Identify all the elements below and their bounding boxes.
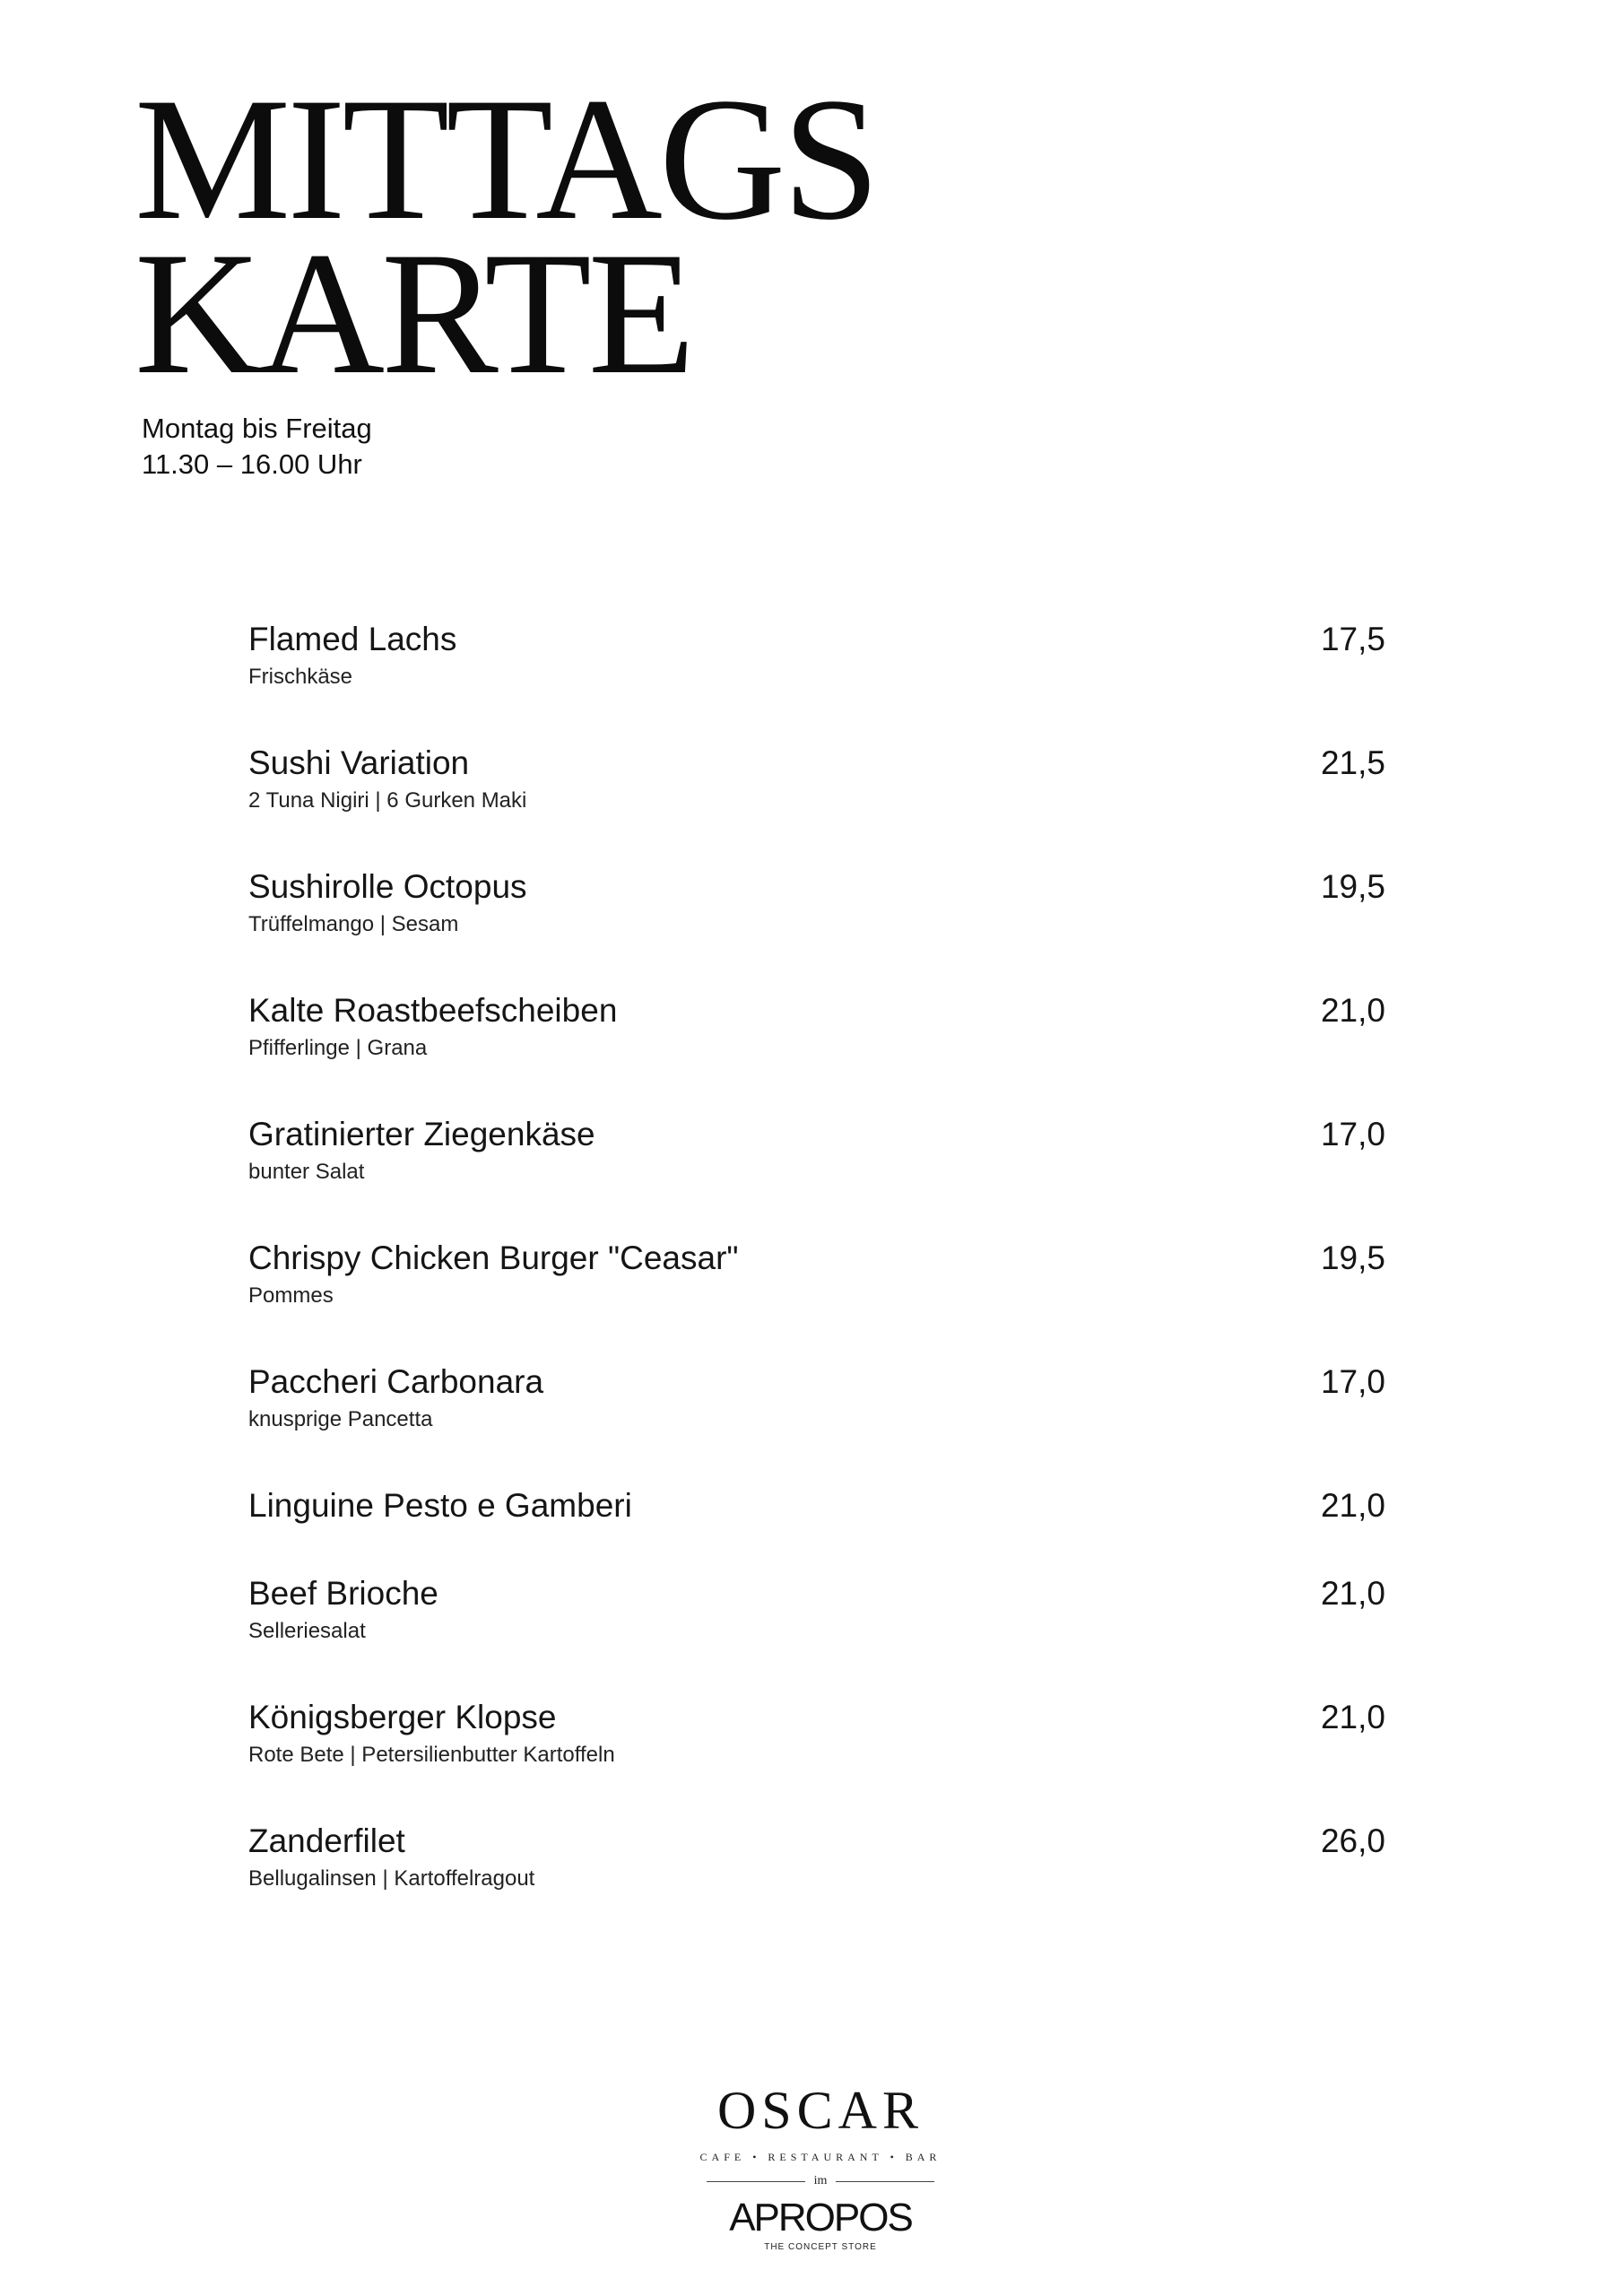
logo-rule-right: [836, 2181, 934, 2182]
opening-hours: [142, 411, 372, 483]
menu-item: [248, 1819, 1385, 1943]
menu-item-name: Linguine Pesto e Gamberi: [248, 1487, 632, 1524]
menu-item-name: Kalte Roastbeefscheiben: [248, 992, 618, 1029]
menu-item: [248, 988, 1385, 1112]
menu-item-description: Trüffelmango | Sesam: [248, 912, 459, 936]
title-line-1: MITTAGS: [135, 62, 877, 257]
menu-item-price: 17,0: [1320, 1116, 1385, 1152]
menu-item-price: 21,0: [1320, 1699, 1385, 1735]
menu-item-name: Sushirolle Octopus: [248, 868, 527, 905]
menu-item: [248, 1112, 1385, 1236]
menu-item-price: 21,0: [1320, 1487, 1385, 1524]
menu-item: [248, 865, 1385, 988]
menu-item-price: 19,5: [1320, 1239, 1385, 1276]
logo-partner: APROPOS: [729, 2196, 912, 2239]
logo-name: OSCAR: [716, 2081, 924, 2140]
menu-item-name: Beef Brioche: [248, 1575, 438, 1612]
menu-item-price: 19,5: [1320, 868, 1385, 905]
menu-item-price: 21,0: [1320, 1575, 1385, 1612]
logo-partner-tagline: THE CONCEPT STORE: [764, 2242, 877, 2252]
menu-item-description: bunter Salat: [248, 1160, 365, 1184]
menu-item: [248, 1695, 1385, 1819]
menu-item-price: 21,0: [1320, 992, 1385, 1029]
menu-item-description: Bellugalinsen | Kartoffelragout: [248, 1866, 535, 1891]
menu-item-description: Selleriesalat: [248, 1619, 366, 1643]
menu-item-name: Zanderfilet: [248, 1822, 405, 1859]
menu-item-name: Chrispy Chicken Burger "Ceasar": [248, 1239, 739, 1276]
menu-item-description: Pommes: [248, 1283, 334, 1308]
logo-connector: im: [813, 2174, 828, 2187]
opening-time: 11.30 – 16.00 Uhr: [142, 448, 362, 480]
page-title: [135, 62, 877, 411]
restaurant-logo: [699, 2081, 942, 2269]
menu-item-description: Frischkäse: [248, 665, 353, 689]
menu-item-price: 17,0: [1320, 1363, 1385, 1400]
menu-item: [248, 1483, 1385, 1571]
menu-item-description: knusprige Pancetta: [248, 1407, 433, 1431]
menu-item-name: Sushi Variation: [248, 744, 470, 781]
logo-connector-row: [699, 2172, 942, 2190]
menu-item-price: 26,0: [1320, 1822, 1385, 1859]
menu-item-price: 21,5: [1320, 744, 1385, 781]
menu-item-description: Pfifferlinge | Grana: [248, 1036, 428, 1060]
opening-days: Montag bis Freitag: [142, 413, 372, 444]
menu-item-name: Flamed Lachs: [248, 621, 457, 657]
menu-item: [248, 1236, 1385, 1360]
menu-item-price: 17,5: [1320, 621, 1385, 657]
menu-item: [248, 741, 1385, 865]
menu-item: [248, 1571, 1385, 1695]
menu-item-description: Rote Bete | Petersilienbutter Kartoffeln: [248, 1743, 615, 1767]
menu-list: [248, 617, 1385, 1943]
menu-item-name: Königsberger Klopse: [248, 1699, 557, 1735]
menu-item-name: Gratinierter Ziegenkäse: [248, 1116, 595, 1152]
menu-item-name: Paccheri Carbonara: [248, 1363, 544, 1400]
menu-item-description: 2 Tuna Nigiri | 6 Gurken Maki: [248, 788, 527, 813]
menu-item: [248, 1360, 1385, 1483]
title-line-2: KARTE: [135, 216, 692, 411]
logo-tagline: CAFE • RESTAURANT • BAR: [699, 2151, 942, 2163]
menu-item: [248, 617, 1385, 741]
